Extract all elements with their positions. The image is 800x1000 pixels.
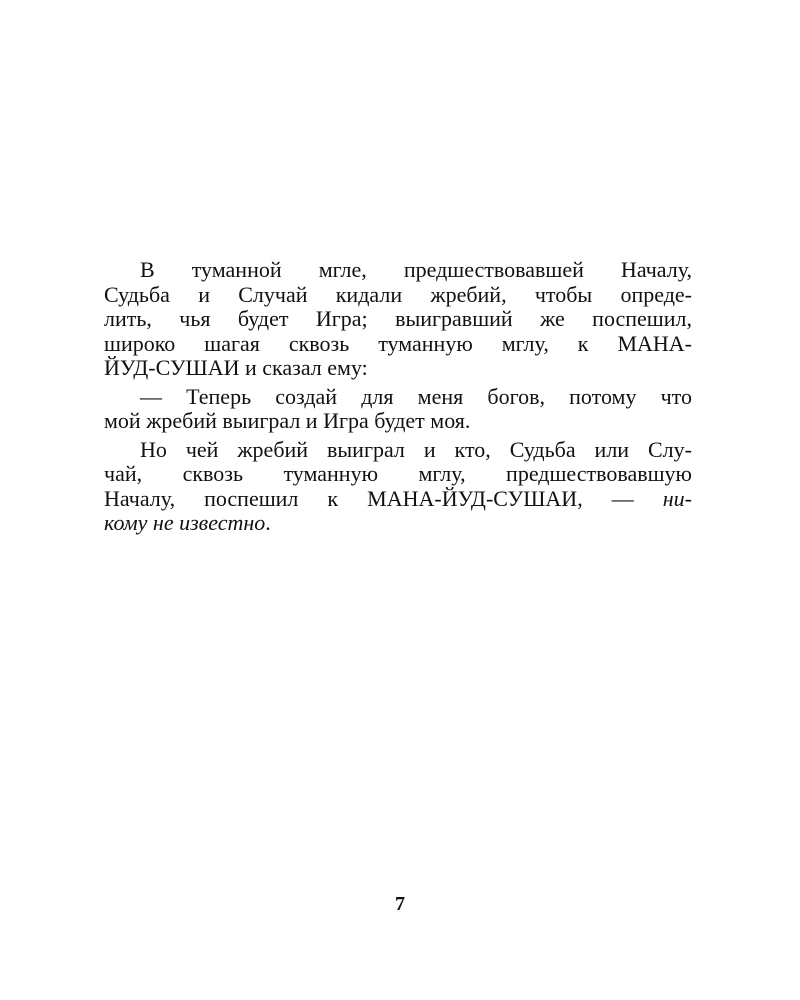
- text-line: мой жребий выиграл и Игра будет моя.: [104, 408, 471, 433]
- text-segment: Началу, поспешил к МАНА-ЙУД-СУШАИ, —: [104, 485, 634, 511]
- text-line: чай, сквозь туманную мглу, предшествовавшую: [104, 461, 692, 486]
- text-line: лить, чья будет Игра; выигравший же поспешил,: [104, 306, 692, 331]
- italic-text: ни-: [662, 485, 692, 511]
- text-line: [104, 487, 692, 512]
- italic-text: кому не известно: [104, 510, 266, 535]
- body-text: [104, 258, 692, 536]
- text-line: [104, 511, 692, 536]
- text-line: ЙУД-СУШАИ и сказал ему:: [104, 355, 368, 380]
- text-line: Судьба и Случай кидали жребий, чтобы опреде-: [104, 281, 692, 307]
- text-segment: .: [265, 510, 271, 535]
- text-line: В туманной мгле, предшествовавшей Началу,: [140, 257, 692, 282]
- page-number: 7: [395, 893, 405, 915]
- text-line: Но чей жребий выиграл и кто, Судьба или Слу-: [140, 436, 692, 462]
- text-line: — Теперь создай для меня богов, потому что: [140, 383, 692, 409]
- text-line: широко шагая сквозь туманную мглу, к МАНА-: [104, 330, 692, 356]
